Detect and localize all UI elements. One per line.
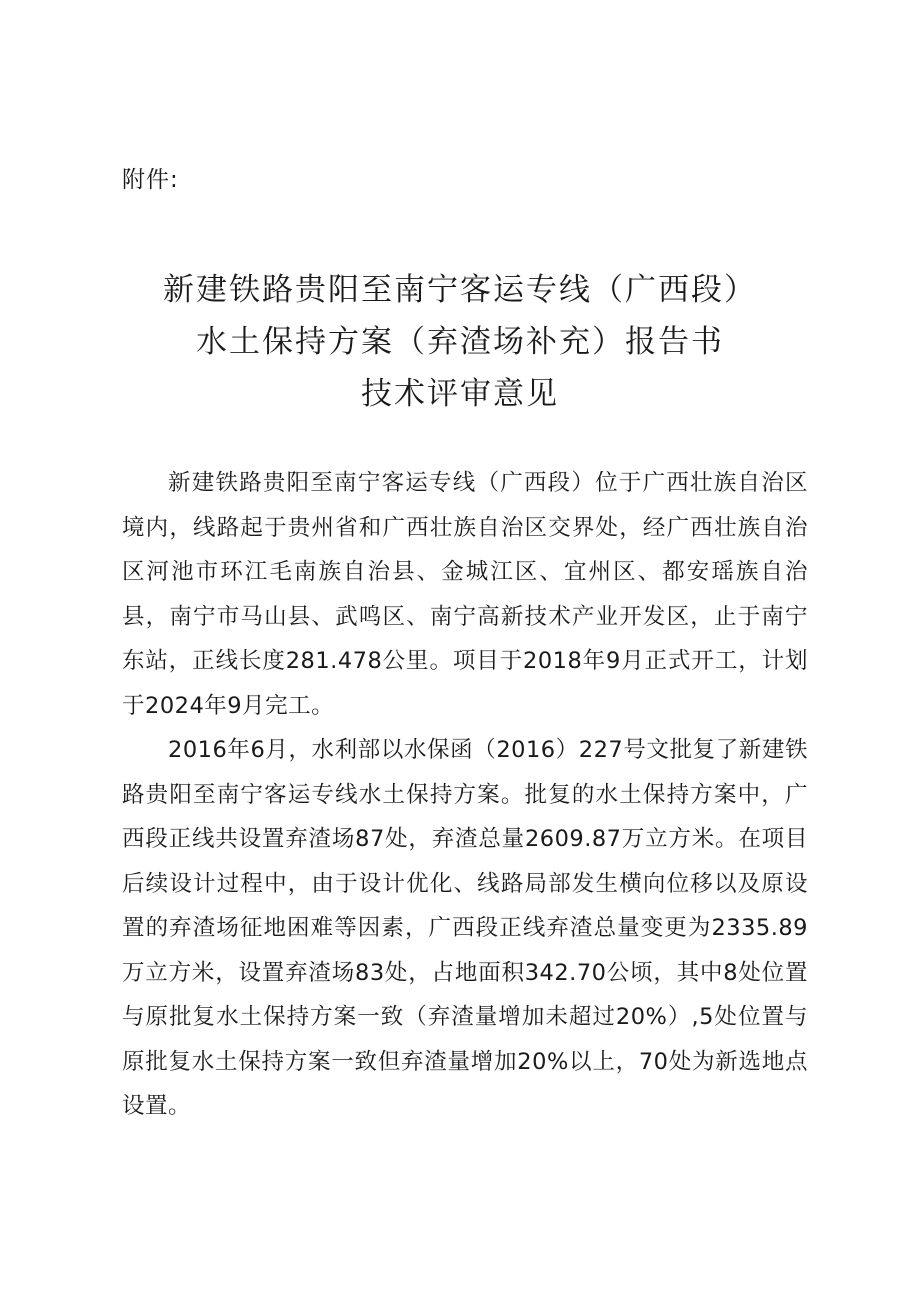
document-title [0, 264, 920, 420]
paragraph-project-overview: 新建铁路贵阳至南宁客运专线（广西段）位于广西壮族自治区境内，线路起于贵州省和广西壮族自治区交界处，经广西壮族自治区河池市环江毛南族自治县、金城江区、宜州区、都安瑶族自治县，南宁市马山县、武鸣区、南宁高新技术产业开发区，止于南宁东站，正线长度281.478公里。项目于2018年9月正式开工，计划于2024年9月完工。 [122, 470, 808, 719]
document-body [122, 461, 808, 1129]
title-line-3: 技术评审意见 [361, 376, 559, 412]
title-line-1: 新建铁路贵阳至南宁客运专线（广西段） [163, 272, 757, 308]
title-line-2: 水土保持方案（弃渣场补充）报告书 [196, 324, 724, 360]
attachment-label: 附件: [122, 167, 179, 193]
paragraph-approval-history: 2016年6月，水利部以水保函（2016）227号文批复了新建铁路贵阳至南宁客运专线水土保持方案。批复的水土保持方案中，广西段正线共设置弃渣场87处，弃渣总量2609.87万立方米。在项目后续设计过程中，由于设计优化、线路局部发生横向位移以及原设置的弃渣场征地困难等因素，广西段正线弃渣总量变更为2335.89万立方米，设置弃渣场83处，占地面积342.70公顷，其中8处位置与原批复水土保持方案一致（弃渣量增加未超过20%）,5处位置与原批复水土保持方案一致但弃渣量增加20%以上，70处为新选地点设置。 [122, 737, 808, 1119]
